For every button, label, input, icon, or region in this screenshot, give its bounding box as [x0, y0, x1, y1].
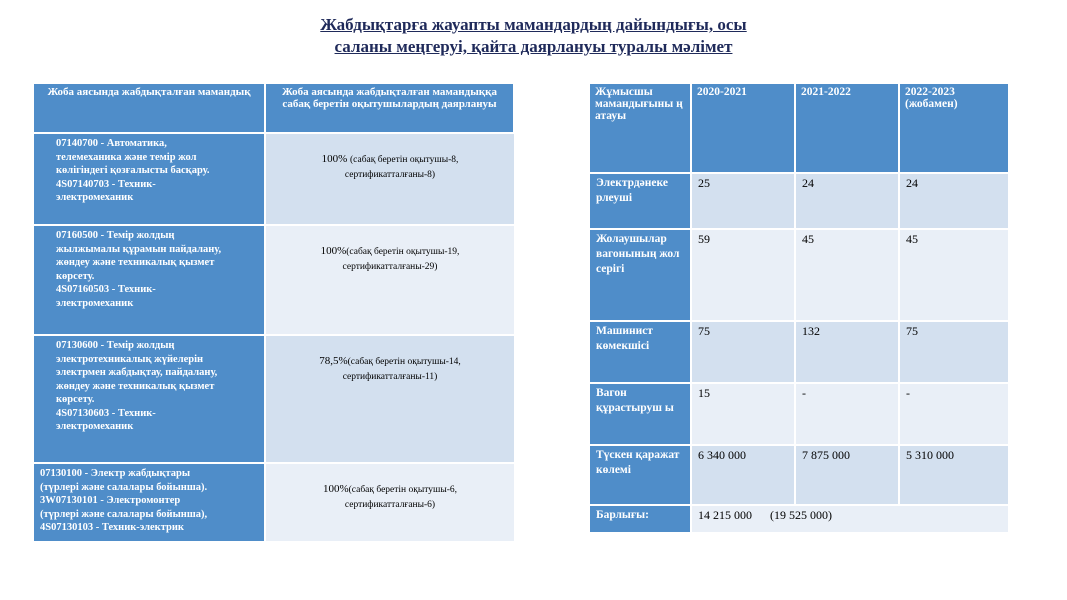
table-row — [34, 225, 514, 335]
header-year-2: 2021-2022 — [795, 84, 899, 173]
header-specialty: Жоба аясында жабдықталған мамандық — [34, 84, 265, 133]
value-cell: 75 — [899, 321, 1009, 383]
value-cell: - — [899, 383, 1009, 445]
teacher-training-cell: 78,5%(сабақ беретін оқытушы-14, сертификатталғаны-11) — [265, 335, 514, 463]
value-cell: 45 — [899, 229, 1009, 321]
value-cell: - — [795, 383, 899, 445]
table-row — [590, 173, 1009, 229]
table-row — [34, 463, 514, 542]
value-cell: 45 — [795, 229, 899, 321]
header-year-3: 2022-2023 (жобамен) — [899, 84, 1009, 173]
profession-label: Машинист көмекшісі — [590, 321, 691, 383]
table-header-row — [590, 84, 1009, 173]
total-value: 14 215 000 (19 525 000) — [691, 505, 1009, 533]
specialty-cell: 07160500 - Темір жолдың жылжымалы құрамын пайдалану, жөндеу және техникалық қызмет көрсету. 4S07160503 - Техник- электромеханик — [34, 225, 265, 335]
header-profession: Жұмысшы мамандығыны ң атауы — [590, 84, 691, 173]
value-cell: 24 — [795, 173, 899, 229]
specialty-cell: 07140700 - Автоматика, телемеханика және темір жол көлігіндегі қозғалысты басқару. 4S07140703 - Техник- электромеханик — [34, 133, 265, 225]
value-cell: 6 340 000 — [691, 445, 795, 505]
value-cell: 25 — [691, 173, 795, 229]
value-cell: 15 — [691, 383, 795, 445]
title-line-2: саланы меңгеруі, қайта даярлануы туралы мәлімет — [334, 37, 733, 56]
teacher-training-cell: 100%(сабақ беретін оқытушы-6, сертификатталғаны-6) — [265, 463, 514, 542]
value-cell: 132 — [795, 321, 899, 383]
table-row — [34, 335, 514, 463]
page-title — [0, 14, 1067, 58]
table-row — [590, 383, 1009, 445]
table-row — [590, 229, 1009, 321]
table-row — [34, 133, 514, 225]
header-year-1: 2020-2021 — [691, 84, 795, 173]
profession-label: Электрдәнеке рлеуші — [590, 173, 691, 229]
value-cell: 7 875 000 — [795, 445, 899, 505]
teacher-training-cell: 100% (сабақ беретін оқытушы-8, сертификатталғаны-8) — [265, 133, 514, 225]
total-row — [590, 505, 1009, 533]
specialty-cell: 07130100 - Электр жабдықтары (түрлері және салалары бойынша). 3W07130101 - Электромонтер (түрлері және салалары бойынша), 4S07130103 - Техник-электрик — [34, 463, 265, 542]
training-table — [34, 84, 515, 543]
total-label: Барлығы: — [590, 505, 691, 533]
specialty-cell: 07130600 - Темір жолдың электротехникалық жүйелерін электрмен жабдықтау, пайдалану, жөндеу және техникалық қызмет көрсету. 4S07130603 - Техник- электромеханик — [34, 335, 265, 463]
table-header-row — [34, 84, 514, 133]
table-row — [590, 321, 1009, 383]
title-line-1: Жабдықтарға жауапты мамандардың дайындығы, осы — [320, 15, 747, 34]
value-cell: 5 310 000 — [899, 445, 1009, 505]
profession-label: Вагон құрастыруш ы — [590, 383, 691, 445]
header-teachers: Жоба аясында жабдықталған мамандыққа сабақ беретін оқытушылардың даярлануы — [265, 84, 514, 133]
teacher-training-cell: 100%(сабақ беретін оқытушы-19, сертификатталғаны-29) — [265, 225, 514, 335]
value-cell: 75 — [691, 321, 795, 383]
value-cell: 59 — [691, 229, 795, 321]
value-cell: 24 — [899, 173, 1009, 229]
workers-table — [590, 84, 1010, 534]
profession-label: Жолаушылар вагонының жол серігі — [590, 229, 691, 321]
table-row — [590, 445, 1009, 505]
profession-label: Түскен қаражат көлемі — [590, 445, 691, 505]
